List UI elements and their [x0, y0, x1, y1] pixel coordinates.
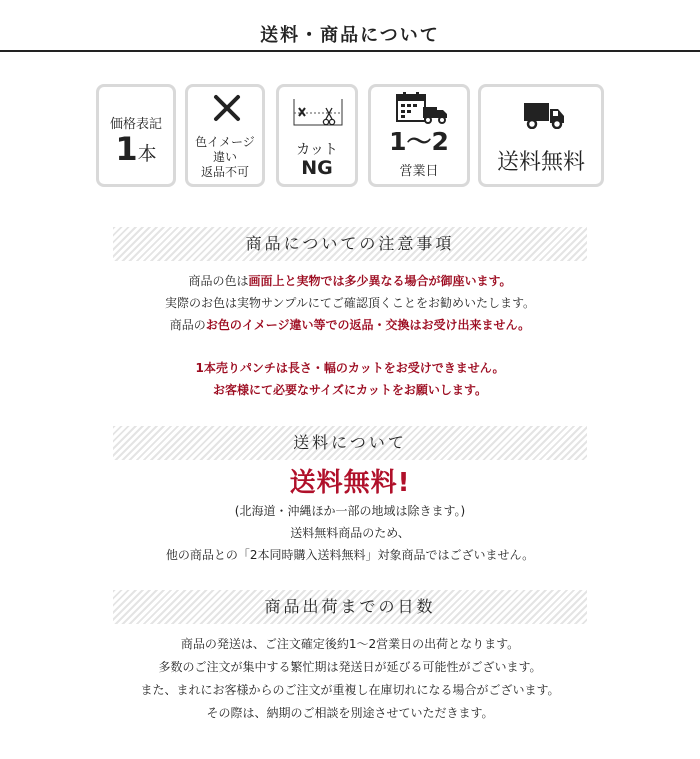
cut-label: カット — [296, 142, 338, 158]
notice-heading-band — [113, 227, 587, 261]
notice-text: 商品の色は — [188, 274, 249, 288]
shipping-heading: 送料について — [293, 433, 407, 452]
delivery-days-value: 1〜2 — [389, 127, 449, 156]
x-mark-icon — [212, 93, 242, 123]
notice-warning: 1本売りパンチは長さ・幅のカットをお受けできません。 — [195, 361, 505, 375]
page-title: 送料・商品について — [260, 25, 440, 46]
price-notation-number: 1 — [115, 130, 138, 168]
lead-time-heading: 商品出荷までの日数 — [264, 597, 436, 616]
notice-warning: お客様にて必要なサイズにカットをお願いします。 — [213, 383, 487, 397]
delivery-days-unit: 営業日 — [399, 164, 439, 179]
color-no-return-line: 色イメージ — [195, 135, 255, 149]
notice-emphasis: お色のイメージ違い等での返品・交換はお受け出来ません。 — [205, 318, 531, 332]
shipping-heading-band — [113, 426, 587, 460]
scissors-cut-icon — [292, 97, 344, 135]
delivery-truck-icon — [523, 99, 565, 129]
lead-time-heading-band — [113, 590, 587, 624]
notice-line: 実際のお色は実物サンプルにてご確認頂くことをお勧めいたします。 — [165, 296, 535, 310]
price-notation-badge — [96, 84, 176, 187]
price-notation-label: 価格表記 — [109, 117, 162, 132]
color-no-return-text — [188, 135, 262, 180]
price-notation-unit: 本 — [137, 143, 157, 165]
notice-text: 商品の — [169, 318, 206, 332]
notice-line — [0, 317, 700, 333]
shipping-line: 送料無料商品のため、 — [290, 526, 410, 540]
color-no-return-line: 返品不可 — [200, 165, 249, 179]
color-no-return-line: 違い — [212, 150, 237, 164]
free-shipping-label: 送料無料 — [496, 150, 585, 175]
cut-ng-badge — [276, 84, 358, 187]
free-shipping-badge — [478, 84, 604, 187]
lead-time-line: 商品の発送は、ご注文確定後約1〜2営業日の出荷となります。 — [180, 637, 520, 651]
color-no-return-badge — [185, 84, 265, 187]
free-shipping-headline: 送料無料! — [289, 468, 411, 498]
notice-emphasis: 画面上と実物では多少異なる場合が御座います。 — [248, 274, 512, 288]
notice-heading: 商品についての注意事項 — [245, 234, 455, 253]
price-notation-value — [99, 130, 173, 168]
lead-time-line: 多数のご注文が集中する繁忙期は発送日が延びる可能性がございます。 — [158, 660, 542, 674]
shipping-line: (北海道・沖縄ほか一部の地域は除きます。) — [234, 504, 466, 518]
shipping-line: 他の商品との「2本同時購入送料無料」対象商品ではございません。 — [165, 548, 535, 562]
page-header — [0, 0, 700, 52]
calendar-truck-icon — [395, 91, 449, 125]
delivery-days-badge — [368, 84, 470, 187]
lead-time-line: また、まれにお客様からのご注文が重複し在庫切れになる場合がございます。 — [140, 683, 560, 697]
lead-time-line: その際は、納期のご相談を別途させていただきます。 — [206, 706, 494, 720]
cut-ng-label: NG — [301, 157, 333, 179]
notice-line — [0, 273, 700, 289]
